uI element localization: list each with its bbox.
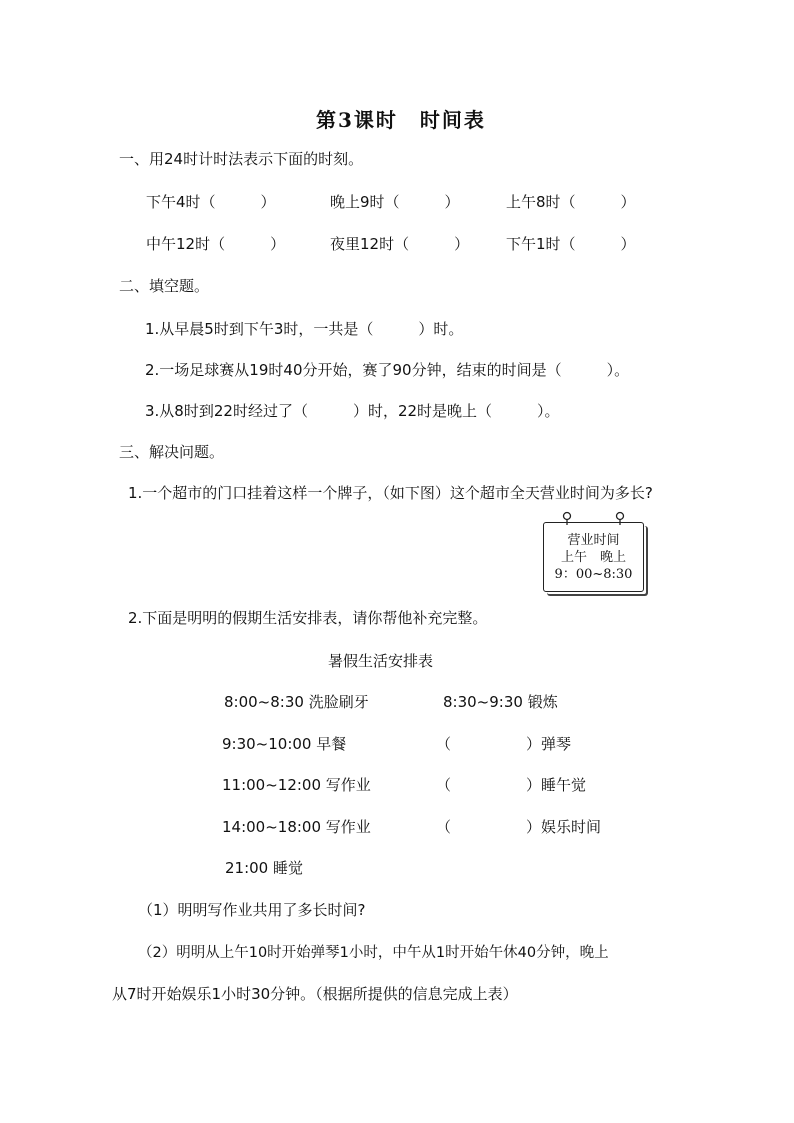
schedule-row-4-left: 14:00~18:00 写作业: [222, 818, 371, 836]
schedule-row-1-left: 8:00~8:30 洗脸刷牙: [224, 693, 369, 711]
schedule-row-2-left: 9:30~10:00 早餐: [222, 735, 347, 753]
sub-question-1: （1）明明写作业共用了多长时间?: [138, 901, 366, 919]
schedule-row-4-right: （ ）娱乐时间: [436, 818, 602, 836]
sign-line-1: 营业时间: [567, 533, 620, 548]
section-1-item-2: 晚上9时（ ）: [330, 193, 460, 211]
section-1-item-5: 夜里12时（ ）: [330, 235, 470, 253]
schedule-row-2-right: （ ）弹琴: [436, 735, 572, 753]
question-1: 1.一个超市的门口挂着这样一个牌子，（如下图）这个超市全天营业时间为多长?: [128, 484, 653, 502]
schedule-row-5-left: 21:00 睡觉: [225, 859, 303, 877]
section-1-item-3: 上午8时（ ）: [506, 193, 636, 211]
section-2-item-3: 3.从8时到22时经过了（ ）时，22时是晚上（ ）。: [145, 402, 560, 420]
section-1-item-6: 下午1时（ ）: [506, 235, 636, 253]
section-2-heading: 二、填空题。: [119, 277, 210, 295]
business-hours-sign: [543, 522, 644, 592]
schedule-row-1-right: 8:30~9:30 锻炼: [443, 693, 558, 711]
page-title: 第3课时 时间表: [316, 108, 486, 132]
sign-line-3: 9：00~8:30: [554, 567, 633, 582]
question-2: 2.下面是明明的假期生活安排表，请你帮他补充完整。: [128, 609, 488, 627]
schedule-title: 暑假生活安排表: [328, 652, 434, 670]
sub-question-2-line-1: （2）明明从上午10时开始弹琴1小时，中午从1时开始午休40分钟，晚上: [138, 945, 609, 961]
schedule-row-3-right: （ ）睡午觉: [436, 776, 587, 794]
section-1-item-1: 下午4时（ ）: [146, 193, 276, 211]
section-1-heading: 一、用24时计时法表示下面的时刻。: [119, 150, 364, 168]
section-1-item-4: 中午12时（ ）: [146, 235, 286, 253]
section-3-heading: 三、解决问题。: [119, 443, 225, 461]
schedule-row-3-left: 11:00~12:00 写作业: [222, 776, 371, 794]
sign-hook-right-icon: [615, 511, 625, 525]
sign-hook-left-icon: [562, 511, 572, 525]
section-2-item-2: 2.一场足球赛从19时40分开始，赛了90分钟，结束的时间是（ ）。: [145, 361, 630, 379]
section-2-item-1: 1.从早晨5时到下午3时，一共是（ ）时。: [145, 320, 464, 338]
sub-question-2-line-2: 从7时开始娱乐1小时30分钟。（根据所提供的信息完成上表）: [112, 985, 518, 1003]
sign-line-2: 上午 晚上: [560, 550, 626, 565]
